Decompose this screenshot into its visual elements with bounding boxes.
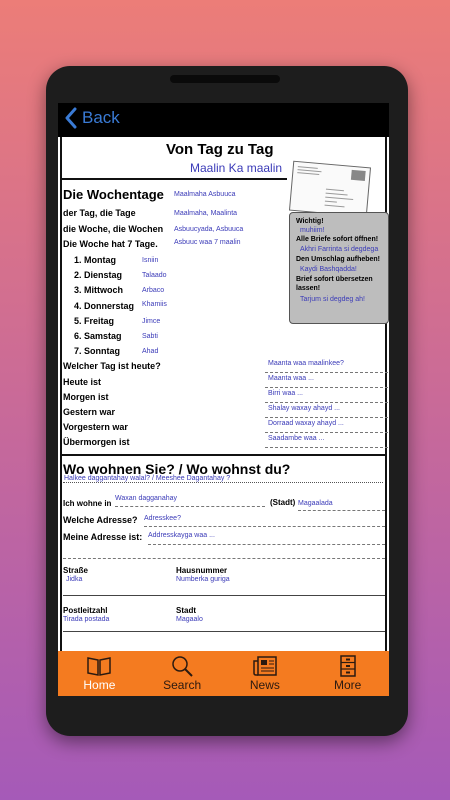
page-title: Von Tag zu Tag bbox=[166, 141, 274, 158]
answer-row bbox=[265, 417, 388, 433]
field-translation: Jidka bbox=[66, 576, 83, 583]
stamp-icon bbox=[351, 170, 366, 181]
which-address-translation: Adresskee? bbox=[144, 515, 181, 522]
search-icon bbox=[169, 655, 195, 677]
answer-so: Maanta waa maalinkee? bbox=[268, 360, 344, 367]
weekday-de: 1. Montag bbox=[74, 255, 116, 265]
term-so: Asbuuc waa 7 maalin bbox=[174, 239, 241, 246]
question-de: Vorgestern war bbox=[63, 422, 128, 432]
nav-home-label: Home bbox=[83, 678, 116, 692]
weekday-de: 6. Samstag bbox=[74, 331, 122, 341]
answer-so: Shalay waxay ahayd ... bbox=[268, 405, 340, 412]
title-divider bbox=[62, 178, 287, 180]
answer-row bbox=[265, 372, 388, 388]
my-address-translation: Addresskayga waa ... bbox=[148, 532, 215, 539]
weekday-so: Talaado bbox=[142, 272, 167, 279]
important-note bbox=[289, 212, 389, 324]
question-de: Übermorgen ist bbox=[63, 437, 130, 447]
nav-home[interactable] bbox=[58, 651, 141, 696]
field-translation: Tirada postada bbox=[63, 616, 110, 623]
nav-more[interactable] bbox=[306, 651, 389, 696]
weekday-de: 3. Mittwoch bbox=[74, 285, 123, 295]
answer-row bbox=[265, 432, 388, 448]
note-item-de: Wichtig! bbox=[296, 218, 324, 225]
note-item-so: Akhri Farrinta si degdega bbox=[300, 246, 379, 253]
weekday-de: 2. Dienstag bbox=[74, 270, 123, 280]
term-de: der Tag, die Tage bbox=[63, 208, 136, 218]
weekday-so: Arbaco bbox=[142, 287, 165, 294]
note-item-so: Kaydi Bashqadda! bbox=[300, 266, 357, 273]
answer-row bbox=[265, 357, 388, 373]
city-translation: Magaalada bbox=[298, 500, 333, 507]
answer-line bbox=[144, 526, 385, 527]
back-button[interactable] bbox=[64, 106, 120, 130]
answer-so: Saadambe waa ... bbox=[268, 435, 325, 442]
dotted-rule bbox=[63, 482, 383, 483]
question-de: Gestern war bbox=[63, 407, 116, 417]
answer-line bbox=[298, 510, 385, 511]
term-so: Asbuucyada, Asbuuca bbox=[174, 226, 244, 233]
app-screen bbox=[58, 103, 389, 696]
nav-news-label: News bbox=[249, 678, 280, 692]
weekday-so: Khamiis bbox=[142, 301, 167, 308]
nav-news[interactable] bbox=[224, 651, 307, 696]
answer-line bbox=[115, 506, 265, 507]
field-label: Postleitzahl bbox=[63, 606, 108, 615]
answer-line bbox=[63, 558, 385, 559]
envelope-illustration bbox=[289, 161, 371, 218]
section-divider bbox=[62, 454, 385, 456]
phone-speaker bbox=[170, 75, 280, 83]
term-de: die Woche, die Wochen bbox=[63, 224, 164, 234]
question-de: Morgen ist bbox=[63, 392, 109, 402]
address-heading-translation: Halkee daggantahay walal? / Meeshee Dagantahay ? bbox=[64, 475, 231, 482]
live-in-label: Ich wohne in bbox=[63, 499, 112, 508]
weekday-de: 4. Donnerstag bbox=[74, 301, 135, 311]
field-label: Stadt bbox=[176, 606, 196, 615]
weekday-de: 7. Sonntag bbox=[74, 346, 121, 356]
top-bar bbox=[58, 103, 389, 137]
my-address-label: Meine Adresse ist: bbox=[63, 532, 143, 542]
question-de: Welcher Tag ist heute? bbox=[63, 361, 161, 371]
answer-row bbox=[265, 387, 388, 403]
weekday-so: Sabti bbox=[142, 333, 158, 340]
back-label: Back bbox=[82, 108, 120, 127]
answer-so: Maanta waa ... bbox=[268, 375, 314, 382]
nav-more-label: More bbox=[333, 678, 362, 692]
nav-search[interactable] bbox=[141, 651, 224, 696]
answer-so: Birri waa ... bbox=[268, 390, 304, 397]
live-in-translation: Waxan dagganahay bbox=[115, 495, 178, 502]
note-item-de: Brief sofort übersetzen lassen! bbox=[296, 276, 373, 292]
newspaper-icon bbox=[252, 655, 278, 677]
bottom-nav bbox=[58, 651, 389, 696]
field-translation: Magaalo bbox=[176, 616, 203, 623]
note-item-de: Alle Briefe sofort öffnen! bbox=[296, 236, 379, 243]
weekdays-heading-translation: Maalmaha Asbuuca bbox=[174, 191, 236, 198]
note-item-de: Den Umschlag aufheben! bbox=[296, 256, 381, 263]
answer-so: Dorraad waxay ahayd ... bbox=[268, 420, 344, 427]
note-item-so: muhiim! bbox=[300, 227, 325, 234]
answer-row bbox=[265, 402, 388, 418]
field-rule bbox=[63, 595, 385, 596]
lesson-page bbox=[58, 137, 389, 651]
field-rule bbox=[63, 631, 385, 632]
term-de: Die Woche hat 7 Tage. bbox=[63, 239, 158, 249]
city-label: (Stadt) bbox=[270, 498, 296, 507]
weekday-de: 5. Freitag bbox=[74, 316, 115, 326]
weekdays-heading: Die Wochentage bbox=[63, 187, 164, 202]
field-translation: Numberka guriga bbox=[176, 576, 230, 583]
field-label: Straße bbox=[63, 566, 88, 575]
question-de: Heute ist bbox=[63, 377, 102, 387]
cabinet-icon bbox=[335, 655, 361, 677]
page-border-left bbox=[60, 137, 62, 651]
chevron-left-icon bbox=[64, 106, 78, 130]
weekday-so: Isniin bbox=[142, 257, 159, 264]
weekday-so: Ahad bbox=[142, 348, 159, 355]
which-address-label: Welche Adresse? bbox=[63, 515, 138, 525]
weekday-so: Jimce bbox=[142, 318, 161, 325]
term-so: Maalmaha, Maalinta bbox=[174, 210, 238, 217]
address-heading: Wo wohnen Sie? / Wo wohnst du? bbox=[63, 461, 291, 477]
book-icon bbox=[86, 655, 112, 677]
page-subtitle: Maalin Ka maalin bbox=[190, 161, 283, 175]
note-item-so: Tarjum si degdeg ah! bbox=[300, 296, 365, 303]
answer-line bbox=[148, 544, 385, 545]
nav-search-label: Search bbox=[163, 678, 202, 692]
field-label: Hausnummer bbox=[176, 566, 228, 575]
